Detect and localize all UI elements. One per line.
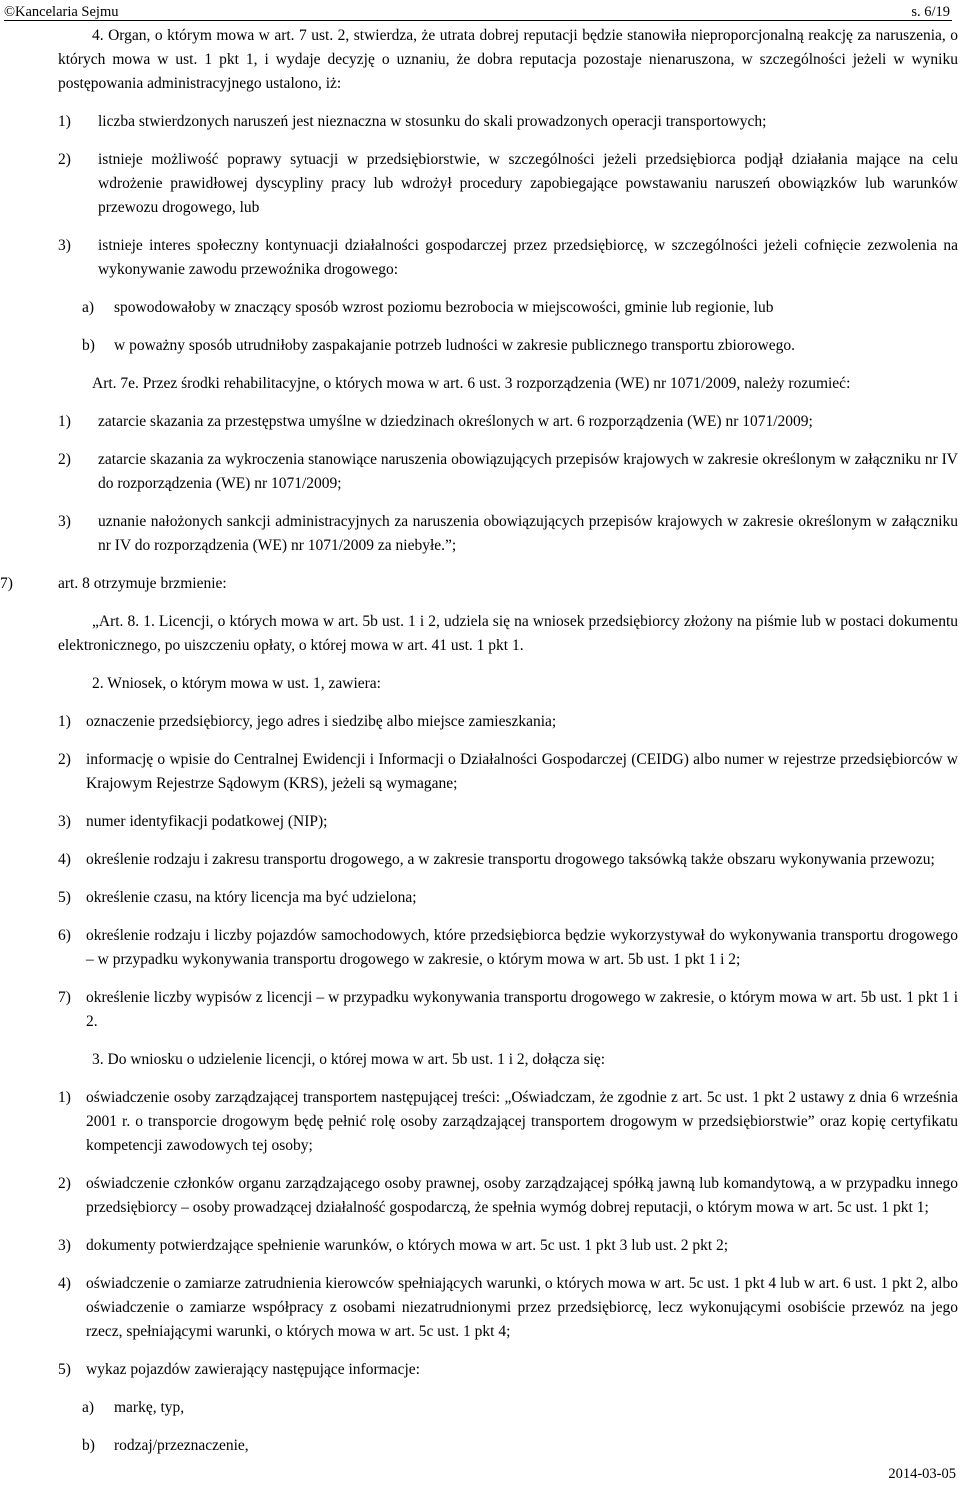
list-item — [58, 510, 958, 558]
sub-item-text: markę, typ, — [114, 1399, 185, 1416]
header-page-number: s. 6/19 — [911, 4, 950, 20]
sub-item — [82, 1396, 958, 1420]
item-text: art. 8 otrzymuje brzmienie: — [58, 575, 227, 592]
sub-item-letter: a) — [82, 1399, 95, 1416]
sub-item-letter: a) — [82, 299, 95, 316]
sub-item-letter: b) — [82, 337, 95, 354]
footer-date: 2014-03-05 — [888, 1466, 956, 1482]
item-text: oświadczenie o zamiarze zatrudnienia kierowców spełniających warunki, o których mowa w art. 5c ust. 1 pkt 4 lub w art. 6 ust. 1 pkt 2, albo oświadczenie o zamiarze współpracy z osobami niezatrudnionymi przez przedsiębiorcę, lecz wykonującymi osobiście przewóz na jego rzecz, spełniającymi warunki, o których mowa w art. 5c ust. 1 pkt 4; — [86, 1275, 958, 1340]
item-text: informację o wpisie do Centralnej Ewidencji i Informacji o Działalności Gospodarczej (CEIDG) albo numer w rejestrze przedsiębiorców w Krajowym Rejestrze Sądowym (KRS), jeżeli są wymagane; — [86, 751, 958, 792]
list-item — [58, 1358, 958, 1382]
item-number: 3) — [58, 813, 71, 830]
item-text: uznanie nałożonych sankcji administracyjnych za naruszenia obowiązujących przepisów krajowych w zakresie określonym w załączniku nr IV do rozporządzenia (WE) nr 1071/2009 za niebyłe.”; — [98, 513, 958, 554]
item-text: liczba stwierdzonych naruszeń jest nieznaczna w stosunku do skali prowadzonych operacji transportowych; — [98, 113, 767, 130]
item-text: istnieje interes społeczny kontynuacji działalności gospodarczej przez przedsiębiorcę, w szczególności jeżeli cofnięcie zezwolenia na wykonywanie zawodu przewoźnika drogowego: — [98, 237, 958, 278]
list-item — [58, 924, 958, 972]
list-item — [58, 986, 958, 1034]
page-header — [0, 0, 960, 24]
list-item — [58, 710, 958, 734]
item-number: 3) — [58, 513, 71, 530]
item-number: 5) — [58, 889, 71, 906]
list-item — [58, 886, 958, 910]
item-number: 4) — [58, 1275, 71, 1292]
article-8-paragraph-3: 3. Do wniosku o udzielenie licencji, o której mowa w art. 5b ust. 1 i 2, dołącza się: — [92, 1051, 606, 1068]
article-8-paragraph-1: „Art. 8. 1. Licencji, o których mowa w art. 5b ust. 1 i 2, udziela się na wniosek przedsiębiorcy złożony na piśmie lub w postaci dokumentu elektronicznego, po uiszczeniu opłaty, o której mowa w art. 41 ust. 1 pkt 1. — [58, 613, 958, 654]
item-number: 2) — [58, 451, 71, 468]
item-number: 3) — [58, 237, 71, 254]
list-item — [58, 1272, 958, 1344]
item-text: zatarcie skazania za wykroczenia stanowiące naruszenia obowiązujących przepisów krajowych w zakresie określonym w załączniku nr IV do rozporządzenia (WE) nr 1071/2009; — [98, 451, 958, 492]
list-item — [58, 848, 958, 872]
item-number: 1) — [58, 413, 71, 430]
item-text: numer identyfikacji podatkowej (NIP); — [86, 813, 328, 830]
item-text: określenie rodzaju i zakresu transportu drogowego, a w zakresie transportu drogowego taksówką także obszaru wykonywania przewozu; — [86, 851, 935, 868]
header-copyright: ©Kancelaria Sejmu — [4, 4, 119, 20]
list-item — [58, 1086, 958, 1158]
list-item — [58, 448, 958, 496]
item-text: określenie czasu, na który licencja ma być udzielona; — [86, 889, 417, 906]
item-text: określenie liczby wypisów z licencji – w przypadku wykonywania transportu drogowego w zakresie, o którym mowa w art. 5b ust. 1 pkt 1 i 2. — [86, 989, 958, 1030]
sub-item-text: w poważny sposób utrudniłoby zaspakajanie potrzeb ludności w zakresie publicznego transportu zbiorowego. — [114, 337, 795, 354]
item-number: 1) — [58, 1089, 71, 1106]
item-text: oświadczenie osoby zarządzającej transportem następującej treści: „Oświadczam, że zgodnie z art. 5c ust. 1 pkt 2 ustawy z dnia 6 września 2001 r. o transporcie drogowym będę pełnić rolę osoby zarządzającej transportem drogowym w przedsiębiorstwie” oraz kopię certyfikatu kompetencji zawodowych tej osoby; — [86, 1089, 958, 1154]
list-item — [58, 110, 958, 134]
amendment-item-7 — [0, 572, 958, 596]
item-text: oświadczenie członków organu zarządzającego osoby prawnej, osoby zarządzającej spółką jawną lub komandytową, a w przypadku innego przedsiębiorcy – osoby prowadzącej działalność gospodarczą, że spełnia wymóg dobrej reputacji, o którym mowa w art. 5c ust. 1 pkt 1; — [86, 1175, 958, 1216]
article-8-paragraph-2: 2. Wniosek, o którym mowa w ust. 1, zawiera: — [92, 675, 381, 692]
list-item — [58, 234, 958, 282]
item-number: 2) — [58, 751, 71, 768]
sub-item — [82, 334, 958, 358]
item-text: oznaczenie przedsiębiorcy, jego adres i siedzibę albo miejsce zamieszkania; — [86, 713, 557, 730]
item-text: dokumenty potwierdzające spełnienie warunków, o których mowa w art. 5c ust. 1 pkt 3 lub ust. 2 pkt 2; — [86, 1237, 729, 1254]
list-item — [58, 748, 958, 796]
item-number: 2) — [58, 1175, 71, 1192]
list-item — [58, 1234, 958, 1258]
paragraph-4: 4. Organ, o którym mowa w art. 7 ust. 2, stwierdza, że utrata dobrej reputacji będzie stanowiła nieproporcjonalną reakcję za naruszenia, o których mowa w ust. 1 pkt 1, i wydaje decyzję o uznaniu, że dobra reputacja pozostaje nienaruszona, w szczególności jeżeli w wyniku postępowania administracyjnego ustalono, iż: — [58, 27, 958, 92]
sub-item — [82, 296, 958, 320]
list-item — [58, 410, 958, 434]
sub-item-text: spowodowałoby w znaczący sposób wzrost poziomu bezrobocia w miejscowości, gminie lub regionie, lub — [114, 299, 774, 316]
item-text: istnieje możliwość poprawy sytuacji w przedsiębiorstwie, w szczególności jeżeli przedsiębiorca podjął działania mające na celu wdrożenie prawidłowej dyscypliny pracy lub wdrożył procedury zapobiegające powstawaniu naruszeń obowiązków lub warunków przewozu drogowego, lub — [98, 151, 958, 216]
header-rule — [4, 20, 952, 21]
article-7e: Art. 7e. Przez środki rehabilitacyjne, o których mowa w art. 6 ust. 3 rozporządzenia (WE) nr 1071/2009, należy rozumieć: — [92, 375, 851, 392]
list-item — [58, 1172, 958, 1220]
item-number: 6) — [58, 927, 71, 944]
sub-item — [82, 1434, 958, 1458]
list-item — [58, 148, 958, 220]
item-text: określenie rodzaju i liczby pojazdów samochodowych, które przedsiębiorca będzie wykorzystywał do wykonywania transportu drogowego – w przypadku wykonywania transportu drogowego w zakresie, o którym mowa w art. 5b ust. 1 pkt 1 i 2; — [86, 927, 958, 968]
item-text: wykaz pojazdów zawierający następujące informacje: — [86, 1361, 420, 1378]
item-number: 4) — [58, 851, 71, 868]
item-text: zatarcie skazania za przestępstwa umyślne w dziedzinach określonych w art. 6 rozporządzenia (WE) nr 1071/2009; — [98, 413, 813, 430]
list-item — [58, 810, 958, 834]
sub-item-text: rodzaj/przeznaczenie, — [114, 1437, 249, 1454]
item-number: 1) — [58, 113, 71, 130]
item-number: 3) — [58, 1237, 71, 1254]
item-number: 2) — [58, 151, 71, 168]
document-body — [0, 24, 958, 1458]
item-number: 5) — [58, 1361, 71, 1378]
item-number: 7) — [58, 989, 71, 1006]
item-number: 1) — [58, 713, 71, 730]
item-number: 7) — [0, 575, 13, 592]
sub-item-letter: b) — [82, 1437, 95, 1454]
